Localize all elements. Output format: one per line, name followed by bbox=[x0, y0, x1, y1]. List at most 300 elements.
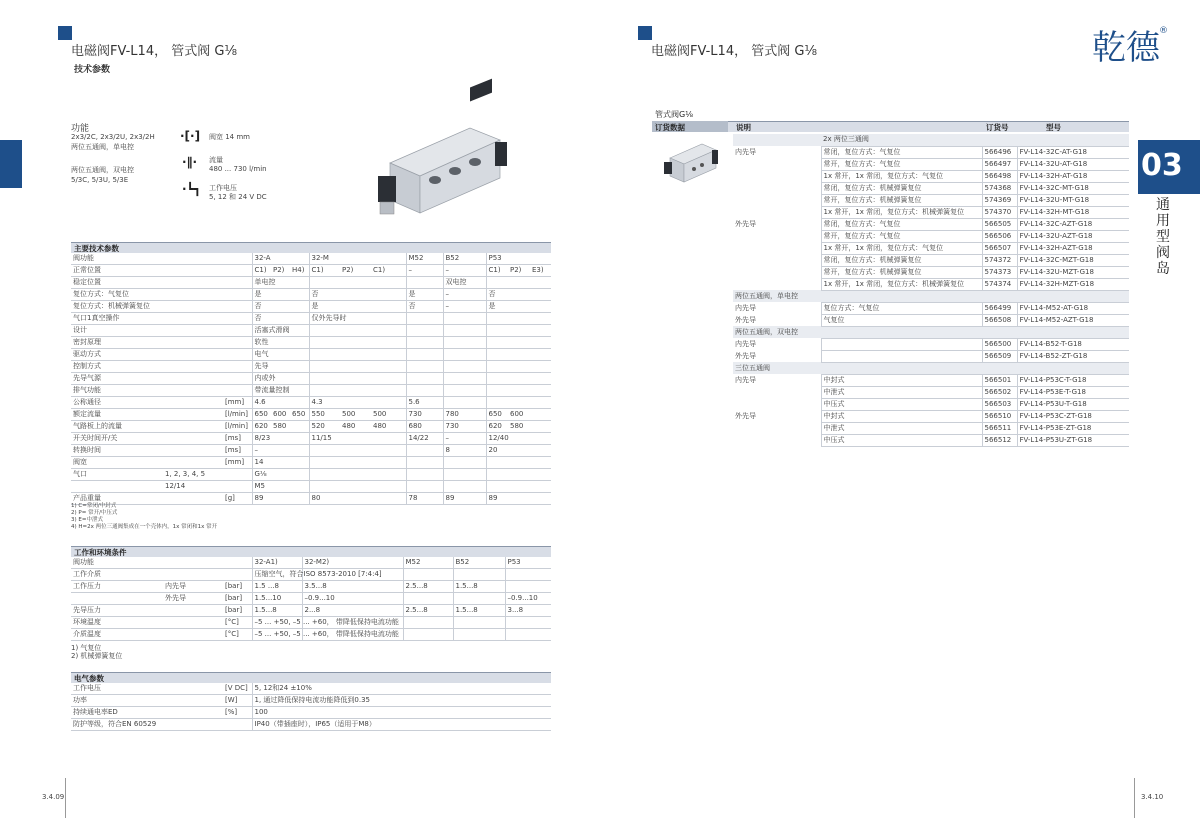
table-cell bbox=[223, 253, 252, 265]
table-cell: 680 bbox=[406, 421, 443, 433]
table-cell bbox=[271, 469, 290, 481]
table-cell bbox=[290, 301, 309, 313]
table-cell: 常闭，复位方式：机械弹簧复位 bbox=[821, 182, 982, 194]
main-spec-table bbox=[71, 253, 551, 505]
table-cell bbox=[223, 557, 252, 569]
table-cell: FV-L14-P53E-ZT-G18 bbox=[1017, 422, 1129, 434]
table-cell: – bbox=[443, 301, 486, 313]
table-cell: 8/23 bbox=[252, 433, 271, 445]
table-cell bbox=[371, 493, 406, 505]
table-cell: [°C] bbox=[223, 617, 252, 629]
table-cell: 中泄式 bbox=[821, 386, 982, 398]
table-cell: 常闭，复位方式：气复位 bbox=[821, 146, 982, 158]
table-cell: FV-L14-32C-AZT-G18 bbox=[1017, 218, 1129, 230]
table-cell bbox=[508, 277, 530, 289]
table-cell bbox=[508, 457, 530, 469]
table-cell bbox=[530, 469, 551, 481]
table-cell: 566509 bbox=[982, 350, 1017, 362]
table-cell: 566505 bbox=[982, 218, 1017, 230]
table-row bbox=[733, 254, 1129, 266]
table-cell bbox=[163, 421, 223, 433]
table-cell: 3.5...8 bbox=[302, 581, 403, 593]
table-cell: 2.5...8 bbox=[403, 581, 453, 593]
table-cell: 外先导 bbox=[735, 219, 756, 228]
table-cell bbox=[508, 253, 530, 265]
table-row bbox=[71, 617, 551, 629]
table-cell bbox=[486, 481, 508, 493]
title-marker bbox=[58, 26, 72, 40]
table-cell bbox=[508, 301, 530, 313]
table-cell bbox=[223, 301, 252, 313]
table-cell: FV-L14-32C-AT-G18 bbox=[1017, 146, 1129, 158]
table-cell: FV-L14-P53C-T-G18 bbox=[1017, 374, 1129, 386]
table-cell: FV-L14-P53E-T-G18 bbox=[1017, 386, 1129, 398]
footnote: 4) H=2x 两位三通阀集成在一个壳体内，1x 常闭和1x 常开 bbox=[71, 524, 218, 530]
table-cell: [°C] bbox=[223, 629, 252, 641]
env-section bbox=[71, 546, 551, 641]
table-cell: 驱动方式 bbox=[71, 349, 163, 361]
table-cell: FV-L14-32U-AT-G18 bbox=[1017, 158, 1129, 170]
table-cell bbox=[271, 301, 290, 313]
page-title: 电磁阀FV-L14， 管式阀 G⅛ bbox=[71, 44, 238, 59]
table-cell bbox=[340, 361, 371, 373]
table-cell bbox=[530, 253, 551, 265]
table-cell bbox=[163, 557, 223, 569]
table-cell bbox=[530, 325, 551, 337]
table-cell bbox=[290, 337, 309, 349]
table-cell bbox=[486, 469, 508, 481]
table-row bbox=[71, 409, 551, 421]
table-cell bbox=[453, 617, 505, 629]
table-cell: 先导 bbox=[252, 361, 271, 373]
table-cell bbox=[340, 469, 371, 481]
table-cell bbox=[271, 433, 290, 445]
table-cell bbox=[340, 349, 371, 361]
table-cell: 566498 bbox=[982, 170, 1017, 182]
table-cell: 功率 bbox=[71, 695, 223, 707]
table-row bbox=[733, 230, 1129, 242]
table-cell bbox=[733, 170, 821, 182]
table-cell: 566508 bbox=[982, 314, 1017, 326]
table-cell bbox=[530, 289, 551, 301]
table-cell bbox=[371, 337, 406, 349]
table-cell: –0.9...10 bbox=[302, 593, 403, 605]
table-cell: [bar] bbox=[223, 605, 252, 617]
col-type-header: 型号 bbox=[1046, 123, 1061, 132]
table-cell: FV-L14-32C-MZT-G18 bbox=[1017, 254, 1129, 266]
table-cell: 580 bbox=[271, 421, 290, 433]
table-row bbox=[733, 182, 1129, 194]
table-cell: 工作电压 bbox=[71, 683, 223, 695]
table-cell bbox=[443, 349, 486, 361]
table-cell: 仅外先导时 bbox=[309, 313, 340, 325]
table-cell: 566497 bbox=[982, 158, 1017, 170]
table-cell bbox=[371, 277, 406, 289]
table-cell bbox=[163, 325, 223, 337]
table-cell: 内或外 bbox=[252, 373, 271, 385]
table-cell: 中压式 bbox=[821, 434, 982, 446]
table-cell: 气复位 bbox=[821, 314, 982, 326]
table-cell bbox=[309, 385, 340, 397]
table-cell: 控制方式 bbox=[71, 361, 163, 373]
table-row bbox=[733, 422, 1129, 434]
table-cell: M52 bbox=[403, 557, 453, 569]
table-cell bbox=[163, 457, 223, 469]
table-cell bbox=[505, 629, 551, 641]
table-cell bbox=[340, 277, 371, 289]
table-cell bbox=[733, 386, 821, 398]
table-cell: 566507 bbox=[982, 242, 1017, 254]
table-cell: 89 bbox=[443, 493, 486, 505]
table-cell bbox=[290, 361, 309, 373]
table-cell bbox=[290, 313, 309, 325]
table-cell: 1.5...8 bbox=[453, 605, 505, 617]
table-cell bbox=[530, 361, 551, 373]
table-cell: B52 bbox=[453, 557, 505, 569]
table-row bbox=[71, 457, 551, 469]
table-cell bbox=[290, 397, 309, 409]
table-cell bbox=[403, 593, 453, 605]
table-cell: M5 bbox=[252, 481, 271, 493]
table-cell bbox=[271, 361, 290, 373]
table-cell bbox=[163, 349, 223, 361]
table-cell bbox=[821, 290, 982, 302]
table-cell bbox=[371, 445, 406, 457]
table-cell bbox=[443, 397, 486, 409]
table-cell bbox=[290, 349, 309, 361]
table-cell bbox=[163, 433, 223, 445]
order-heading: 订货数据 bbox=[655, 123, 685, 132]
table-cell bbox=[486, 313, 508, 325]
table-cell bbox=[163, 569, 223, 581]
table-cell bbox=[340, 445, 371, 457]
table-cell bbox=[309, 361, 340, 373]
table-cell: –0.9...10 bbox=[505, 593, 551, 605]
table-cell bbox=[290, 421, 309, 433]
table-cell bbox=[508, 385, 530, 397]
table-cell: 574372 bbox=[982, 254, 1017, 266]
table-cell bbox=[453, 569, 505, 581]
order-product-image bbox=[662, 138, 720, 190]
table-cell: 32-A1) bbox=[252, 557, 302, 569]
table-cell: 600 bbox=[271, 409, 290, 421]
voltage-value: 5, 12 和 24 V DC bbox=[209, 193, 267, 201]
chapter-title-char: 岛 bbox=[1156, 261, 1170, 277]
table-row bbox=[71, 557, 551, 569]
table-row bbox=[733, 170, 1129, 182]
table-cell: 12/14 bbox=[163, 481, 223, 493]
table-cell: 566499 bbox=[982, 302, 1017, 314]
elec-heading: 电气参数 bbox=[71, 672, 551, 683]
table-cell bbox=[223, 325, 252, 337]
table-cell: 环境温度 bbox=[71, 617, 163, 629]
table-cell bbox=[163, 373, 223, 385]
main-spec-heading: 主要技术参数 bbox=[71, 242, 551, 253]
table-cell: FV-L14-32U-AZT-G18 bbox=[1017, 230, 1129, 242]
table-cell: FV-L14-M52-AZT-G18 bbox=[1017, 314, 1129, 326]
table-cell: 620 bbox=[486, 421, 508, 433]
table-cell: FV-L14-32U-MZT-G18 bbox=[1017, 266, 1129, 278]
table-cell bbox=[443, 361, 486, 373]
table-cell: 常开，复位方式：气复位 bbox=[821, 158, 982, 170]
table-cell: 否 bbox=[486, 289, 508, 301]
table-cell bbox=[71, 593, 163, 605]
table-cell bbox=[271, 313, 290, 325]
table-cell: M52 bbox=[406, 253, 443, 265]
table-cell: 常开，复位方式：气复位 bbox=[821, 230, 982, 242]
table-cell: 650 bbox=[486, 409, 508, 421]
table-cell bbox=[1017, 326, 1129, 338]
table-cell bbox=[163, 277, 223, 289]
table-cell bbox=[71, 481, 163, 493]
table-cell bbox=[530, 385, 551, 397]
table-cell: 气路板上的流量 bbox=[71, 421, 163, 433]
table-cell: P53 bbox=[505, 557, 551, 569]
chapter-number: 03 bbox=[1141, 148, 1183, 183]
table-cell: FV-L14-32H-MT-G18 bbox=[1017, 206, 1129, 218]
table-row bbox=[71, 265, 551, 277]
table-cell bbox=[486, 337, 508, 349]
table-cell: 带流量控制 bbox=[252, 385, 271, 397]
table-cell: P2) bbox=[340, 265, 371, 277]
table-row bbox=[733, 218, 1129, 230]
table-row bbox=[71, 481, 551, 493]
table-cell: [%] bbox=[223, 707, 252, 719]
table-cell: 480 bbox=[371, 421, 406, 433]
table-cell: 产品重量 bbox=[71, 493, 163, 505]
table-cell bbox=[371, 289, 406, 301]
table-cell bbox=[530, 301, 551, 313]
table-row bbox=[733, 206, 1129, 218]
table-row bbox=[71, 301, 551, 313]
table-cell bbox=[271, 457, 290, 469]
table-cell bbox=[406, 373, 443, 385]
table-cell bbox=[486, 385, 508, 397]
table-cell bbox=[508, 445, 530, 457]
table-cell: 566496 bbox=[982, 146, 1017, 158]
table-cell bbox=[406, 469, 443, 481]
table-cell: 520 bbox=[309, 421, 340, 433]
table-cell: 2.5...8 bbox=[403, 605, 453, 617]
table-cell: 复位方式：机械弹簧复位 bbox=[71, 301, 163, 313]
table-cell bbox=[340, 253, 371, 265]
table-cell: 中封式 bbox=[821, 374, 982, 386]
table-cell bbox=[371, 349, 406, 361]
table-cell: [bar] bbox=[223, 593, 252, 605]
flow-label: 流量 bbox=[209, 156, 223, 164]
table-cell bbox=[290, 433, 309, 445]
table-cell: 先导气源 bbox=[71, 373, 163, 385]
table-cell bbox=[982, 362, 1017, 374]
table-cell: 4.3 bbox=[309, 397, 340, 409]
chapter-title-char: 阀 bbox=[1156, 245, 1170, 261]
table-row bbox=[733, 410, 1129, 422]
table-cell: 双电控 bbox=[443, 277, 486, 289]
table-cell bbox=[443, 385, 486, 397]
table-cell: 566506 bbox=[982, 230, 1017, 242]
table-cell: 566510 bbox=[982, 410, 1017, 422]
table-cell bbox=[821, 350, 982, 362]
table-cell: [bar] bbox=[223, 581, 252, 593]
page-number-left: 3.4.09 bbox=[42, 793, 65, 801]
table-cell bbox=[309, 373, 340, 385]
table-cell: C1) bbox=[486, 265, 508, 277]
table-cell bbox=[271, 253, 290, 265]
function-heading: 功能 bbox=[71, 124, 90, 134]
table-cell: 1x 常开，1x 常闭，复位方式：机械弹簧复位 bbox=[821, 206, 982, 218]
table-cell bbox=[223, 289, 252, 301]
table-cell bbox=[271, 289, 290, 301]
table-cell: 先导压力 bbox=[71, 605, 163, 617]
main-spec-notes bbox=[71, 503, 217, 531]
table-cell: 电气 bbox=[252, 349, 271, 361]
table-cell bbox=[403, 569, 453, 581]
table-row bbox=[71, 397, 551, 409]
table-cell bbox=[371, 469, 406, 481]
table-row bbox=[733, 266, 1129, 278]
table-cell: 780 bbox=[443, 409, 486, 421]
table-cell bbox=[406, 385, 443, 397]
table-cell bbox=[223, 265, 252, 277]
table-cell bbox=[733, 134, 821, 146]
table-cell bbox=[530, 445, 551, 457]
footnote: 1) 气复位 bbox=[71, 644, 102, 652]
group-row bbox=[733, 134, 1129, 146]
table-cell: FV-L14-32C-MT-G18 bbox=[1017, 182, 1129, 194]
table-cell bbox=[290, 457, 309, 469]
table-cell: 574368 bbox=[982, 182, 1017, 194]
table-cell: 内先导 bbox=[735, 303, 756, 312]
table-cell: 阀宽 bbox=[71, 457, 163, 469]
table-cell bbox=[309, 337, 340, 349]
footnote: 2) P= 常开/中压式 bbox=[71, 510, 118, 516]
table-cell bbox=[406, 313, 443, 325]
table-cell bbox=[1017, 290, 1129, 302]
table-row bbox=[733, 374, 1129, 386]
table-cell: 620 bbox=[252, 421, 271, 433]
table-cell bbox=[733, 230, 821, 242]
table-cell bbox=[163, 289, 223, 301]
table-cell: – bbox=[406, 265, 443, 277]
table-cell: 1x 常开，1x 常闭，复位方式：气复位 bbox=[821, 242, 982, 254]
table-cell bbox=[163, 605, 223, 617]
table-cell: 三位五通阀 bbox=[733, 362, 821, 374]
page-subtitle: 技术参数 bbox=[74, 65, 111, 75]
function-line: 两位五通阀，双电控 bbox=[71, 166, 134, 174]
table-cell bbox=[340, 337, 371, 349]
table-cell: 1x 常开，1x 常闭，复位方式：气复位 bbox=[821, 170, 982, 182]
table-cell: [l/min] bbox=[223, 421, 252, 433]
page-divider bbox=[1134, 778, 1135, 818]
table-cell bbox=[530, 457, 551, 469]
table-cell: 20 bbox=[486, 445, 508, 457]
table-cell bbox=[403, 629, 453, 641]
table-cell bbox=[340, 301, 371, 313]
table-cell: 外先导 bbox=[163, 593, 223, 605]
table-cell: 1.5...8 bbox=[453, 581, 505, 593]
table-cell: 566503 bbox=[982, 398, 1017, 410]
table-cell: 防护等级，符合EN 60529 bbox=[71, 719, 223, 731]
table-cell bbox=[163, 397, 223, 409]
table-cell: 574369 bbox=[982, 194, 1017, 206]
table-cell bbox=[1017, 134, 1129, 146]
group-row bbox=[733, 362, 1129, 374]
table-cell bbox=[406, 325, 443, 337]
table-cell: – bbox=[252, 445, 271, 457]
table-row bbox=[733, 350, 1129, 362]
table-cell: 是 bbox=[486, 301, 508, 313]
table-cell: 公称通径 bbox=[71, 397, 163, 409]
table-cell: P2) bbox=[271, 265, 290, 277]
table-row bbox=[733, 158, 1129, 170]
footnote: 2) 机械弹簧复位 bbox=[71, 652, 123, 660]
table-row bbox=[733, 194, 1129, 206]
table-cell bbox=[821, 326, 982, 338]
table-cell bbox=[290, 277, 309, 289]
valve-width-label: 阀宽 14 mm bbox=[209, 133, 250, 141]
table-cell bbox=[223, 277, 252, 289]
table-cell bbox=[508, 325, 530, 337]
table-cell: 工作压力 bbox=[71, 581, 163, 593]
table-cell: [mm] bbox=[223, 457, 252, 469]
table-cell: C1) bbox=[309, 265, 340, 277]
table-cell: 工作介质 bbox=[71, 569, 163, 581]
table-cell: 78 bbox=[406, 493, 443, 505]
brand-mark: ® bbox=[1159, 26, 1168, 36]
table-cell: 介质温度 bbox=[71, 629, 163, 641]
col-partno-header: 订货号 bbox=[986, 123, 1009, 132]
table-cell: 外先导 bbox=[735, 351, 756, 360]
table-cell: 730 bbox=[406, 409, 443, 421]
table-cell bbox=[271, 349, 290, 361]
table-cell bbox=[508, 361, 530, 373]
table-cell bbox=[223, 469, 252, 481]
table-cell: 内先导 bbox=[735, 375, 756, 384]
table-cell bbox=[223, 481, 252, 493]
table-cell: 32-M2) bbox=[302, 557, 403, 569]
table-cell bbox=[371, 433, 406, 445]
table-cell: 开关时间开/关 bbox=[71, 433, 163, 445]
table-cell: G⅛ bbox=[252, 469, 271, 481]
table-cell: FV-L14-P53U-T-G18 bbox=[1017, 398, 1129, 410]
product-image bbox=[360, 118, 510, 228]
table-row bbox=[71, 337, 551, 349]
table-cell bbox=[309, 457, 340, 469]
table-cell bbox=[340, 289, 371, 301]
table-cell bbox=[309, 349, 340, 361]
table-cell bbox=[163, 629, 223, 641]
chapter-title-char: 通 bbox=[1156, 197, 1170, 213]
table-cell: 阀功能 bbox=[71, 557, 163, 569]
table-cell: 内先导 bbox=[163, 581, 223, 593]
table-cell: 是 bbox=[309, 301, 340, 313]
table-cell bbox=[371, 385, 406, 397]
table-cell bbox=[271, 397, 290, 409]
table-cell bbox=[290, 289, 309, 301]
table-cell bbox=[406, 481, 443, 493]
table-cell: – bbox=[443, 289, 486, 301]
table-cell: P2) bbox=[508, 265, 530, 277]
table-cell bbox=[486, 397, 508, 409]
table-cell: –5 ... +50, –5 ... +60， 带降低保持电流功能 bbox=[252, 617, 302, 629]
table-cell: 566501 bbox=[982, 374, 1017, 386]
table-cell: 566502 bbox=[982, 386, 1017, 398]
table-cell: FV-L14-B52-ZT-G18 bbox=[1017, 350, 1129, 362]
table-row bbox=[71, 421, 551, 433]
table-cell: 气口 bbox=[71, 469, 163, 481]
table-cell bbox=[309, 325, 340, 337]
table-cell: 32-A bbox=[252, 253, 271, 265]
